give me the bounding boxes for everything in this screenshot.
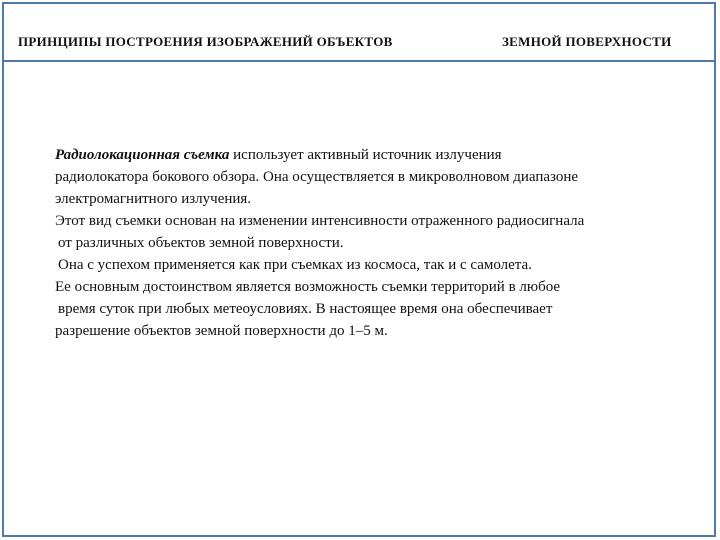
slide-title-continuation: ЗЕМНОЙ ПОВЕРХНОСТИ <box>502 34 672 49</box>
slide-header <box>4 4 714 62</box>
body-line-3: электромагнитного излучения. <box>55 191 252 207</box>
body-line-1-text: использует активный источник излучения <box>229 147 502 163</box>
slide-title: ПРИНЦИПЫ ПОСТРОЕНИЯ ИЗОБРАЖЕНИЙ ОБЪЕКТОВ <box>18 34 393 49</box>
body-line-9: разрешение объектов земной поверхности до 1–5 м. <box>55 323 388 339</box>
slide-body <box>55 144 705 342</box>
body-line-4: Этот вид съемки основан на изменении интенсивности отраженного радиосигнала <box>55 213 585 229</box>
body-line-8: время суток при любых метеоусловиях. В настоящее время она обеспечивает <box>58 301 553 317</box>
body-line-5: от различных объектов земной поверхности. <box>58 235 344 251</box>
body-line-1 <box>55 144 705 166</box>
body-line-6: Она с успехом применяется как при съемках из космоса, так и с самолета. <box>58 257 532 273</box>
body-line-7: Ее основным достоинством является возможность съемки территорий в любое <box>55 279 561 295</box>
body-line-2: радиолокатора бокового обзора. Она осуществляется в микроволновом диапазоне <box>55 169 579 185</box>
body-term: Радиолокационная съемка <box>55 147 230 163</box>
